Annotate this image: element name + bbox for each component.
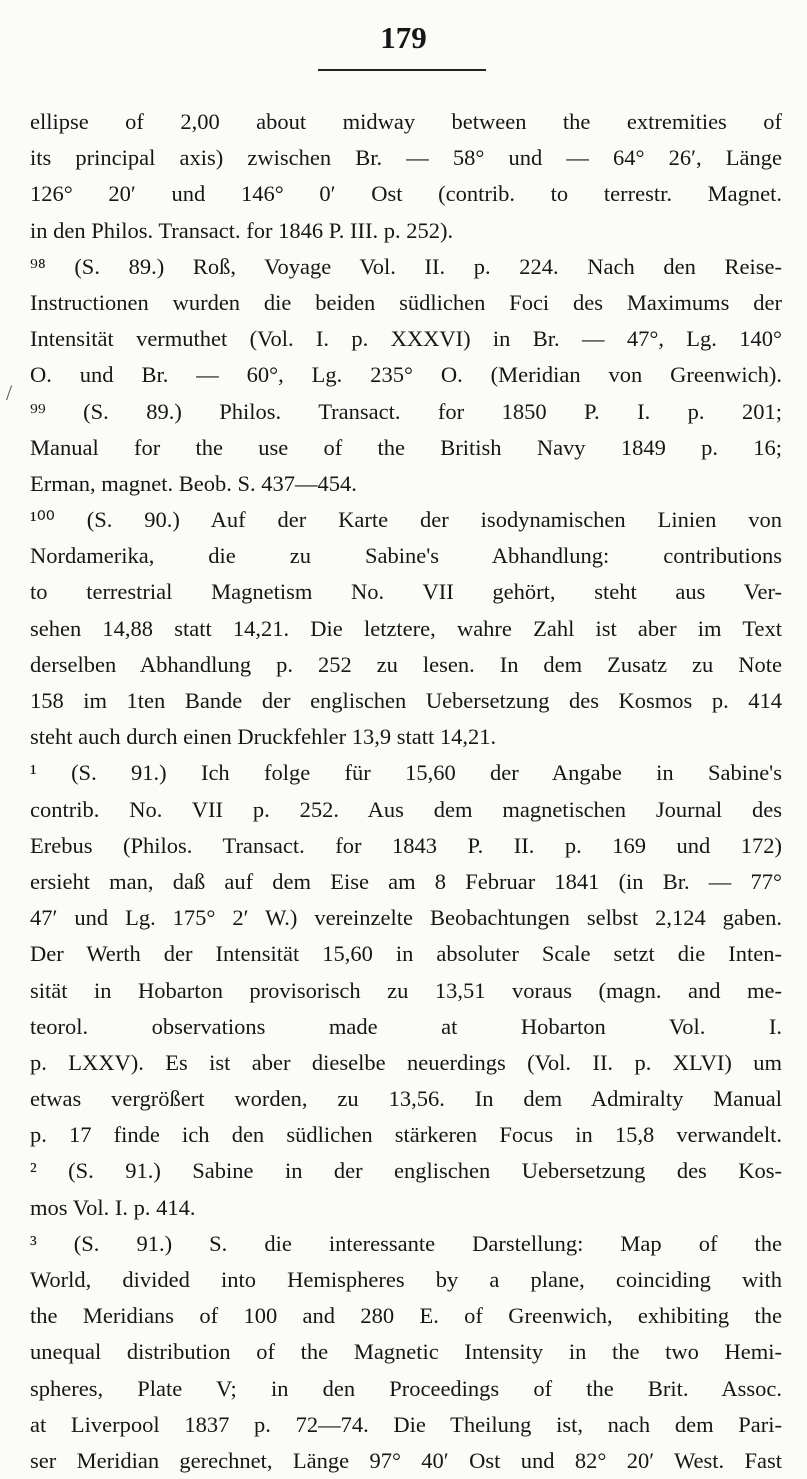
text-line: mos Vol. I. p. 414. (30, 1194, 196, 1220)
text-line: ser Meridian gerechnet, Länge 97° 40′ Ost und 82° 20′ West. Fast (30, 1447, 782, 1473)
text-line: contrib. No. VII p. 252. Aus dem magnetischen Journal des (30, 796, 782, 822)
text-line: 47′ und Lg. 175° 2′ W.) vereinzelte Beobachtungen selbst 2,124 gaben. (30, 905, 782, 931)
text-line: at Liverpool 1837 p. 72—74. Die Theilung ist, nach dem Pari- (30, 1411, 782, 1437)
text-line: Der Werth der Intensität 15,60 in absoluter Scale setzt die Inten- (30, 941, 782, 967)
text-line: ¹⁰⁰ (S. 90.) Auf der Karte der isodynamischen Linien von (30, 507, 782, 533)
text-line: Erebus (Philos. Transact. for 1843 P. II. p. 169 und 172) (30, 832, 782, 858)
text-line: Instructionen wurden die beiden südlichen Foci des Maximums der (30, 289, 782, 315)
text-line: World, divided into Hemispheres by a plane, coinciding with (30, 1267, 782, 1292)
margin-pencil-mark: / (6, 380, 13, 405)
text-line: etwas vergrößert worden, zu 13,56. In dem Admiralty Manual (30, 1086, 782, 1112)
text-line: the Meridians of 100 and 280 E. of Greenwich, exhibiting the (30, 1303, 782, 1329)
text-line: ellipse of 2,00 about midway between the extremities of (30, 109, 782, 134)
text-line: ⁹⁸ (S. 89.) Roß, Voyage Vol. II. p. 224. Nach den Reise- (30, 253, 782, 279)
text-line: sität in Hobarton provisorisch zu 13,51 voraus (magn. and me- (30, 977, 782, 1003)
text-line: to terrestrial Magnetism No. VII gehört, steht aus Ver- (30, 579, 782, 605)
text-line: p. LXXV). Es ist aber dieselbe neuerdings (Vol. II. p. XLVI) um (30, 1049, 782, 1075)
text-line: p. 17 finde ich den südlichen stärkeren Focus in 15,8 verwandelt. (30, 1122, 782, 1148)
header-rule (318, 69, 486, 71)
text-line: ¹ (S. 91.) Ich folge für 15,60 der Angabe in Sabine's (30, 760, 782, 786)
text-line: Manual for the use of the British Navy 1849 p. 16; (30, 434, 782, 460)
text-line: ² (S. 91.) Sabine in der englischen Uebersetzung des Kos- (30, 1158, 782, 1184)
text-line: unequal distribution of the Magnetic Intensity in the two Hemi- (30, 1339, 782, 1365)
text-line: Nordamerika, die zu Sabine's Abhandlung: contributions (30, 543, 782, 569)
text-line: spheres, Plate V; in den Proceedings of the Brit. Assoc. (30, 1375, 782, 1401)
text-line: ³ (S. 91.) S. die interessante Darstellung: Map of the (30, 1230, 782, 1256)
text-line: its principal axis) zwischen Br. — 58° und — 64° 26′, Länge (30, 145, 782, 171)
page-number: 179 (380, 20, 427, 55)
text-line: 158 im 1ten Bande der englischen Uebersetzung des Kosmos p. 414 (30, 688, 782, 713)
footnote-text (30, 104, 782, 1479)
text-line: Erman, magnet. Beob. S. 437—454. (30, 470, 357, 496)
text-line: O. und Br. — 60°, Lg. 235° O. (Meridian von Greenwich). (30, 362, 782, 388)
text-line: ⁹⁹ (S. 89.) Philos. Transact. for 1850 P. I. p. 201; (30, 398, 782, 424)
text-line: ersieht man, daß auf dem Eise am 8 Februar 1841 (in Br. — 77° (30, 868, 782, 894)
text-line: in den Philos. Transact. for 1846 P. III. p. 252). (30, 217, 454, 243)
text-line: Intensität vermuthet (Vol. I. p. XXXVI) in Br. — 47°, Lg. 140° (30, 326, 782, 352)
text-line: teorol. observations made at Hobarton Vol. I. (30, 1013, 782, 1039)
text-line: derselben Abhandlung p. 252 zu lesen. In dem Zusatz zu Note (30, 651, 782, 677)
text-line: sehen 14,88 statt 14,21. Die letztere, wahre Zahl ist aber im Text (30, 615, 782, 641)
text-line: steht auch durch einen Druckfehler 13,9 statt 14,21. (30, 724, 497, 750)
text-line: 126° 20′ und 146° 0′ Ost (contrib. to terrestr. Magnet. (30, 181, 782, 207)
